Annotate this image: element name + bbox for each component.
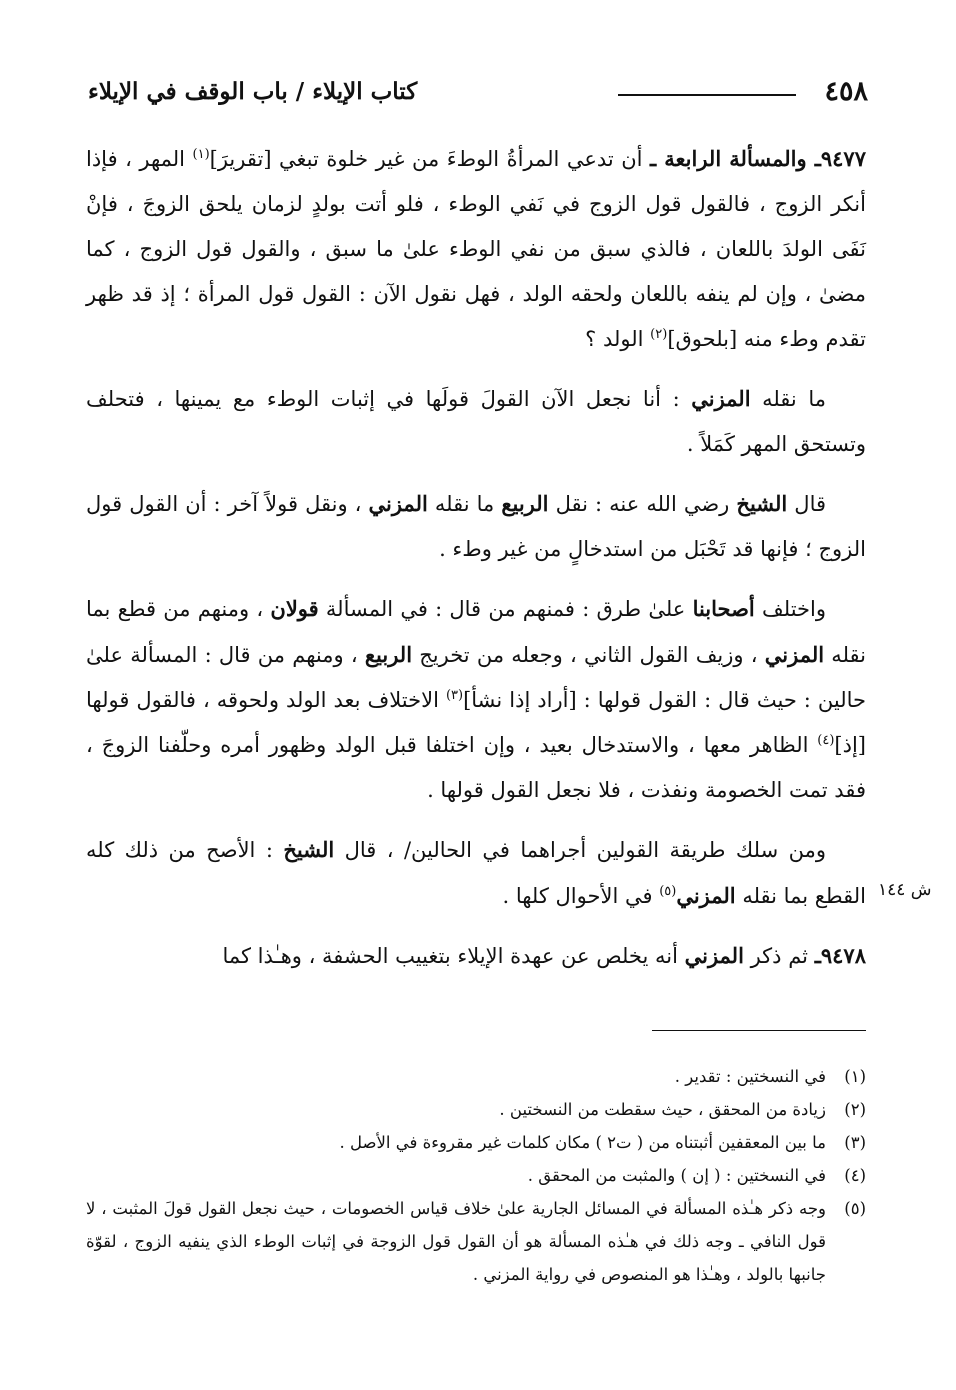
issue-number: ٩٤٧٨ـ <box>814 943 866 968</box>
bold-name: الربيع <box>364 642 413 667</box>
paragraph-companions-differed <box>86 586 866 813</box>
text-span: أنه يخلص عن عهدة الإيلاء بتغييب الحشفة ، وهـٰذا كما <box>222 944 685 968</box>
footnote-text: ما بين المعقفين أثبتناه من ( ت٢ ) مكان كلمات غير مقروءة في الأصل . <box>339 1133 826 1152</box>
bold-name: المزني <box>691 386 751 411</box>
bold-name: الربيع <box>501 491 549 516</box>
bold-name: أصحابنا <box>692 596 755 621</box>
text-span: : أنا نجعل الآن القولَ قولَها في إثبات الوطء مع يمينها ، فتحلف وتستحق المهر كَمَلاً . <box>86 387 866 456</box>
footnote <box>86 1126 866 1159</box>
footnote-number: (١) <box>844 1067 866 1086</box>
text-span: واختلف <box>754 597 826 621</box>
paragraph-two-sayings-path <box>86 827 866 919</box>
text-span: ما نقله <box>750 387 826 411</box>
footnote-text: وجه ذكر هـٰذه المسألة في المسائل الجارية علىٰ خلاف قياس الخصومات ، حيث نجعل القول قولَ المثبت ، لا قول النافي ـ وجه ذلك في هـٰذه المسألة هو أن القول قول الزوجة في إثبات الوطء الذي ينفيه الزوج ، لقوّة جانبها بالولد ، وهـٰذا هو المنصوص في رواية المزني . <box>86 1199 826 1284</box>
text-span: ، ومنهم من قال : المسألة علىٰ حالين : حيث قال : القول قولها : [أراد إذا نشأ] <box>86 643 866 712</box>
text-span: الولد ؟ <box>585 327 651 351</box>
text-span: في الأحوال كلها . <box>502 884 660 908</box>
text-span: ، ومنهم من قطع بما نقله <box>86 597 866 667</box>
footnote-ref: (٥) <box>659 884 677 899</box>
header-rule <box>618 94 796 96</box>
footnote-ref: (١) <box>192 147 210 162</box>
page-header <box>88 74 868 110</box>
text-span: الظاهر معها ، والاستدخال بعيد ، وإن اختلفا قبل الولد وظهور أمره وحلّفنا الزوجَ ، فقد تمت الخصومة ونفذت ، فلا نجعل القول قولها . <box>86 733 866 802</box>
bold-name: المزني <box>676 883 736 908</box>
footnote-text: زيادة من المحقق ، حيث سقطت من النسختين . <box>499 1100 826 1119</box>
margin-manuscript-reference: ش ١٤٤ <box>878 880 932 900</box>
footnote <box>86 1060 866 1093</box>
text-span: المهر ، فإذا أنكر الزوج ، فالقول قول الزوج في نَفي الوطء ، فلو أتت بولدٍ لزمان يلحق الزوجَ ، فإنْ نَفَى الولدَ باللعان ، فالذي سبق من نفي الوطء علىٰ ما سبق ، والقول قول الزوج ، كما مضىٰ ، وإن لم ينفه باللعان ولحقه الولد ، فهل نقول الآن : القول قول المرأة ؛ إذ قد ظهر تقدم وطء منه [بلحوق] <box>86 147 866 351</box>
text-span: ، ونقل قولاً آخر : أن القول قول الزوج ؛ فإنها قد تَحْبَل من استدخالٍ من غير وطء . <box>86 492 866 561</box>
footnote-ref: (٤) <box>817 733 835 748</box>
footnote-number: (٥) <box>844 1199 866 1218</box>
main-text <box>86 136 866 993</box>
text-span: أن تدعي المرأةُ الوطءَ من غير خلوة تبغي [تقريرَ] <box>209 147 650 171</box>
text-span: ثم ذكر <box>743 944 815 968</box>
text-span: الاختلاف بعد الولد ولحوقه ، فالقول قولها [إذ] <box>86 688 866 757</box>
bold-name: الشيخ <box>283 837 335 862</box>
footnote-text: في النسختين : ( إن ) والمثبت من المحقق . <box>527 1166 826 1185</box>
page-number: ٤٥٨ <box>824 76 868 107</box>
paragraph-9477 <box>86 136 866 362</box>
text-span: علىٰ طرق : فمنهم من قال : في المسألة <box>318 597 693 621</box>
bold-name: الشيخ <box>736 491 788 516</box>
text-span: رضي الله عنه : نقل <box>548 492 737 516</box>
text-span: ومن سلك طريقة القولين أجراهما في الحالين/ ، قال <box>334 838 826 862</box>
issue-number: ٩٤٧٧ـ والمسألة الرابعة ـ <box>650 146 866 171</box>
footnotes <box>86 1060 866 1291</box>
footnote-number: (٤) <box>844 1166 866 1185</box>
running-title: كتاب الإيلاء / باب الوقف في الإيلاء <box>88 78 418 105</box>
footnote <box>86 1192 866 1291</box>
footnote-number: (٢) <box>844 1100 866 1119</box>
text-span: قال <box>787 492 827 516</box>
bold-name: قولان <box>270 596 319 621</box>
footnote-number: (٣) <box>844 1133 866 1152</box>
paragraph-muzani-report <box>86 376 866 467</box>
footnote <box>86 1159 866 1192</box>
text-span: : الأصح من ذلك كله القطع بما نقله <box>86 838 866 908</box>
text-span: ما نقله <box>427 492 502 516</box>
bold-name: المزني <box>368 491 428 516</box>
footnote-ref: (٢) <box>650 327 668 342</box>
footnote-separator <box>652 1030 866 1031</box>
footnote-ref: (٣) <box>445 688 464 703</box>
paragraph-shaykh-said <box>86 481 866 572</box>
bold-name: المزني <box>684 943 744 968</box>
footnote-text: في النسختين : تقدير . <box>674 1067 826 1086</box>
footnote <box>86 1093 866 1126</box>
bold-name: المزني <box>764 642 825 667</box>
text-span: ، وزيف القول الثاني ، وجعله من تخريج <box>412 643 765 667</box>
paragraph-9478 <box>86 933 866 979</box>
